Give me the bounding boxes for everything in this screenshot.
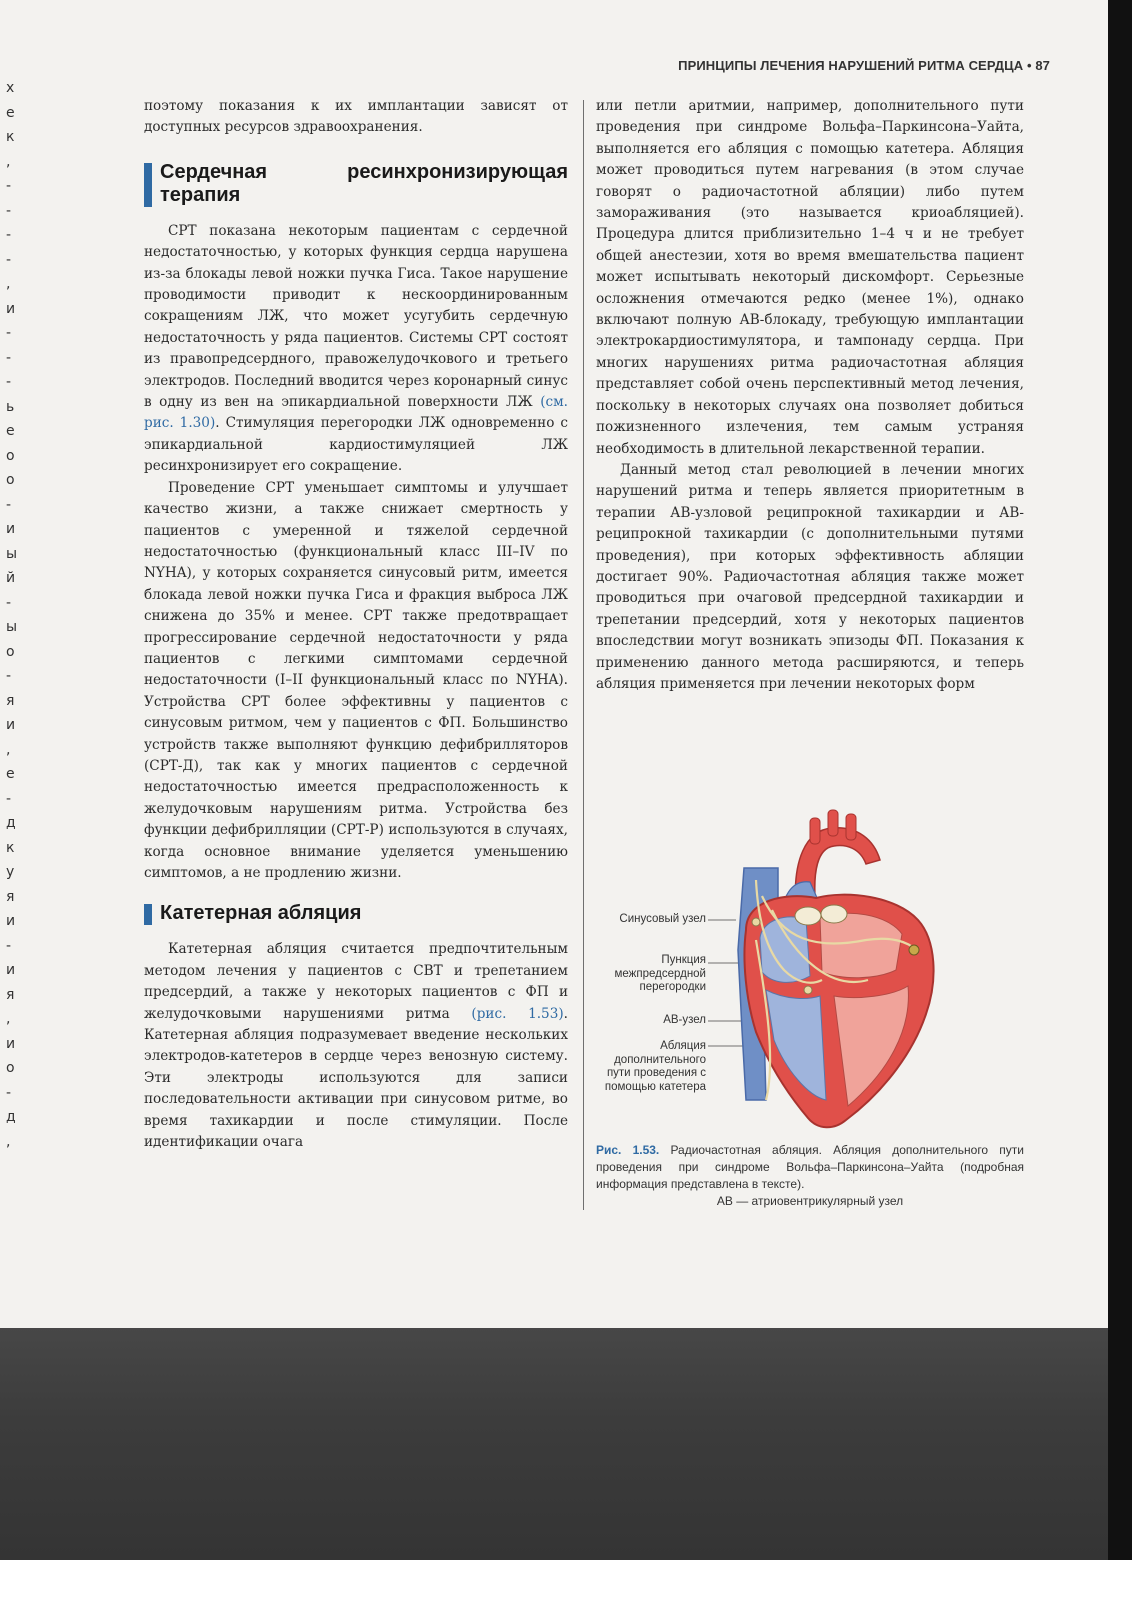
figure-caption: [596, 1142, 1024, 1210]
crt-paragraph-1-text-end: . Стимуляция перегородки ЛЖ одновременно с эпикардиальной кардиостимуляцией ЛЖ ресинхронизирует его сокращение.: [144, 415, 569, 475]
gutter-char: е: [6, 766, 15, 782]
gutter-char: -: [6, 1084, 12, 1101]
page-number: 87: [1035, 58, 1050, 73]
gutter-char: д: [6, 815, 16, 831]
av-node-marker: [804, 986, 812, 994]
gutter-char: -: [6, 937, 12, 954]
heading-ablation-text: Катетерная абляция: [160, 902, 362, 925]
caption-text: Радиочастотная абляция. Абляция дополнительного пути проведения при синдроме Вольфа–Паркинсона–Уайта (подробная информация представлена в тексте).: [596, 1143, 1024, 1191]
gutter-char: о: [6, 447, 15, 464]
gutter-char: е: [6, 423, 15, 439]
right-paragraph-1: или петли аритмии, например, дополнительного пути проведения при синдроме Вольфа–Паркинсона–Уайта, выполняется его абляция с помощью катетера. Абляция может проводиться путем нагревания (в этом случае говорят о радиочастотной абляции) либо путем замораживания (это называется криоабляцией). Процедура длится приблизительно 1–4 ч и не требует общей анестезии, хотя во время вмешательства пациент может испытывать некоторый дискомфорт. Серьезные осложнения отмечаются редко (менее 1%), однако включают полную АВ-блокаду, требующую имплантации электрокардиостимулятора, и тампонаду сердца. При многих нарушениях ритма радиочастотная абляция представляет собой очень перспективный метод лечения, поскольку в некоторых случаях она позволяет добиться пожизненного излечения, тем самым устраняя необходимость в длительной лекарственной терапии.: [596, 98, 1024, 457]
ablation-paragraph-1: [144, 939, 568, 1153]
gutter-char: ы: [6, 545, 18, 562]
gutter-char: -: [6, 227, 12, 243]
gutter-char: е: [6, 104, 15, 121]
sinus-node-marker: [752, 918, 760, 926]
ablation-paragraph-1-text-end: . Катетерная абляция подразумевает введение нескольких электродов-катетеров в сердце через венозную систему. Эти электроды используются для записи последовательности активации при синусовом ритме, во время тахикардии и после стимуляции. После идентификации очага: [144, 1005, 568, 1151]
section-heading-ablation: [144, 902, 568, 925]
scan-background: [0, 1328, 1116, 1560]
gutter-char: ,: [6, 741, 11, 758]
gutter-char: -: [6, 349, 12, 366]
right-paragraph-2: Данный метод стал революцией в лечении многих нарушений ритма и теперь является приоритетным в терапии АВ-узловой реципрокной тахикардии и АВ- реципрокной тахикардии (с дополнительными путями проведения), при которых эффективность абляции достигает 90%. Радиочастотная абляция также может проводиться при очаговой предсердной тахикардии и трепетании предсердий, хотя у некоторых пациентов впоследствии могут возникать эпизоды ФП. Показания к применению данного метода расширяются, и теперь абляция применяется при лечении некоторых форм: [596, 461, 1024, 692]
gutter-char: -: [6, 594, 12, 611]
figure-ref-1-53[interactable]: (рис. 1.53): [471, 1005, 564, 1022]
gutter-char: -: [6, 496, 12, 513]
heart-figure: [596, 800, 1026, 1140]
gutter-char: -: [6, 202, 12, 219]
gutter-char: ,: [6, 1133, 11, 1150]
gutter-char: и: [6, 300, 16, 317]
aortic-branch: [828, 810, 838, 836]
caption-abbreviation: АВ — атриовентрикулярный узел: [716, 1194, 904, 1208]
running-head-bullet: •: [1026, 58, 1032, 73]
gutter-char: -: [6, 374, 12, 390]
gutter-char: -: [6, 668, 12, 684]
heading-bar: [144, 904, 152, 925]
gutter-char: я: [6, 692, 15, 709]
crt-paragraph-1: [144, 221, 568, 478]
crt-paragraph-2: Проведение СРТ уменьшает симптомы и улучшает качество жизни, а также снижает смертность у пациентов с умеренной и тяжелой сердечной недостаточностью (функциональный класс III–IV по NYHA), у которых сохраняется синусовый ритм, имеется блокада левой ножки пучка Гиса и фракция выброса ЛЖ снижена до 35% и менее. СРТ также предотвращает прогрессирование сердечной недостаточности у ряда пациентов с легкими симптомами сердечной недостаточности (I–II функциональный класс по NYHA). Устройства СРТ более эффективны у пациентов с синусовым ритмом, чем у пациентов с ФП. Большинство устройств также выполняют функцию дефибрилляторов (СРТ-Д), так как у многих пациентов с сердечной недостаточностью имеется предрасположенность к желудочковым нарушениям ритма. Устройства без функции дефибрилляции (СРТ-Р) используются в случаях, когда основное внимание уделяется уменьшению симптомов, а не продлению жизни.: [144, 479, 568, 881]
gutter-char: и: [6, 521, 16, 537]
running-head: [590, 58, 1050, 73]
gutter-char: и: [6, 913, 16, 929]
gutter-char: о: [6, 472, 15, 488]
gutter-char: -: [6, 790, 12, 807]
gutter-char: й: [6, 570, 16, 586]
label-av-node: АВ-узел: [663, 1014, 706, 1026]
gutter-char: о: [6, 643, 15, 660]
scan-edge: [1108, 0, 1132, 1560]
right-column: [596, 96, 1024, 695]
gutter-char: ы: [6, 619, 18, 635]
figure-ref-1-30[interactable]: (см. рис. 1.30): [144, 394, 568, 432]
intro-paragraph: поэтому показания к их имплантации зависят от доступных ресурсов здравоохранения.: [144, 98, 568, 136]
gutter-char: к: [6, 129, 15, 145]
gutter-char: -: [6, 178, 12, 194]
gutter-char: о: [6, 1060, 15, 1076]
gutter-char: х: [6, 80, 15, 96]
running-head-title: ПРИНЦИПЫ ЛЕЧЕНИЯ НАРУШЕНИЙ РИТМА СЕРДЦА: [678, 58, 1024, 73]
label-septal-puncture: Пункция межпредсердной перегородки: [614, 954, 706, 993]
gutter-char: у: [6, 864, 15, 880]
gutter-char: и: [6, 962, 16, 978]
gutter-char: ,: [6, 276, 11, 292]
gutter-char: к: [6, 839, 15, 856]
aortic-branch: [846, 814, 856, 840]
gutter-char: д: [6, 1109, 16, 1125]
left-column: [144, 96, 568, 1153]
valve: [821, 905, 847, 923]
section-heading-crt: [144, 161, 568, 207]
heading-bar: [144, 163, 152, 207]
label-accessory-ablation: Абляция дополнительного пути проведения с помощью катетера: [604, 1040, 706, 1093]
gutter-char: ,: [6, 1011, 11, 1027]
column-divider: [583, 100, 584, 1210]
ablation-site-marker: [909, 945, 919, 955]
gutter-char: -: [6, 325, 12, 341]
aortic-branch: [810, 818, 820, 844]
gutter-char: я: [6, 986, 15, 1003]
gutter-char: ь: [6, 398, 15, 415]
crt-paragraph-1-text: СРТ показана некоторым пациентам с сердечной недостаточностью, у которых функция сердца нарушена из-за блокады левой ножки пучка Гиса. Такое нарушение проводимости приводит к нескоординированным сокращениям ЛЖ, что может усугубить сердечную недостаточность у ряда пациентов. Системы СРТ состоят из правопредсердного, правожелудочкового и третьего электродов. Последний вводится через коронарный синус в одну из вен на эпикардиальной поверхности ЛЖ: [144, 222, 568, 411]
ablation-paragraph-1-text: Катетерная абляция считается предпочтительным методом лечения у пациентов с СВТ и трепетанием предсердий, а также у некоторых пациентов с ФП и желудочковыми нарушениями ритма: [144, 941, 568, 1022]
valve: [795, 907, 821, 925]
gutter-char: и: [6, 1035, 16, 1052]
gutter-char: -: [6, 251, 12, 268]
previous-page-edge: [0, 80, 22, 1220]
label-sinus-node: Синусовый узел: [619, 913, 706, 925]
heart-illustration: [596, 800, 1026, 1140]
gutter-char: я: [6, 888, 15, 905]
caption-number: Рис. 1.53.: [596, 1143, 660, 1157]
gutter-char: ,: [6, 153, 11, 170]
heading-crt-text: Сердечная ресинхронизирующая терапия: [160, 160, 568, 206]
gutter-char: и: [6, 717, 16, 733]
